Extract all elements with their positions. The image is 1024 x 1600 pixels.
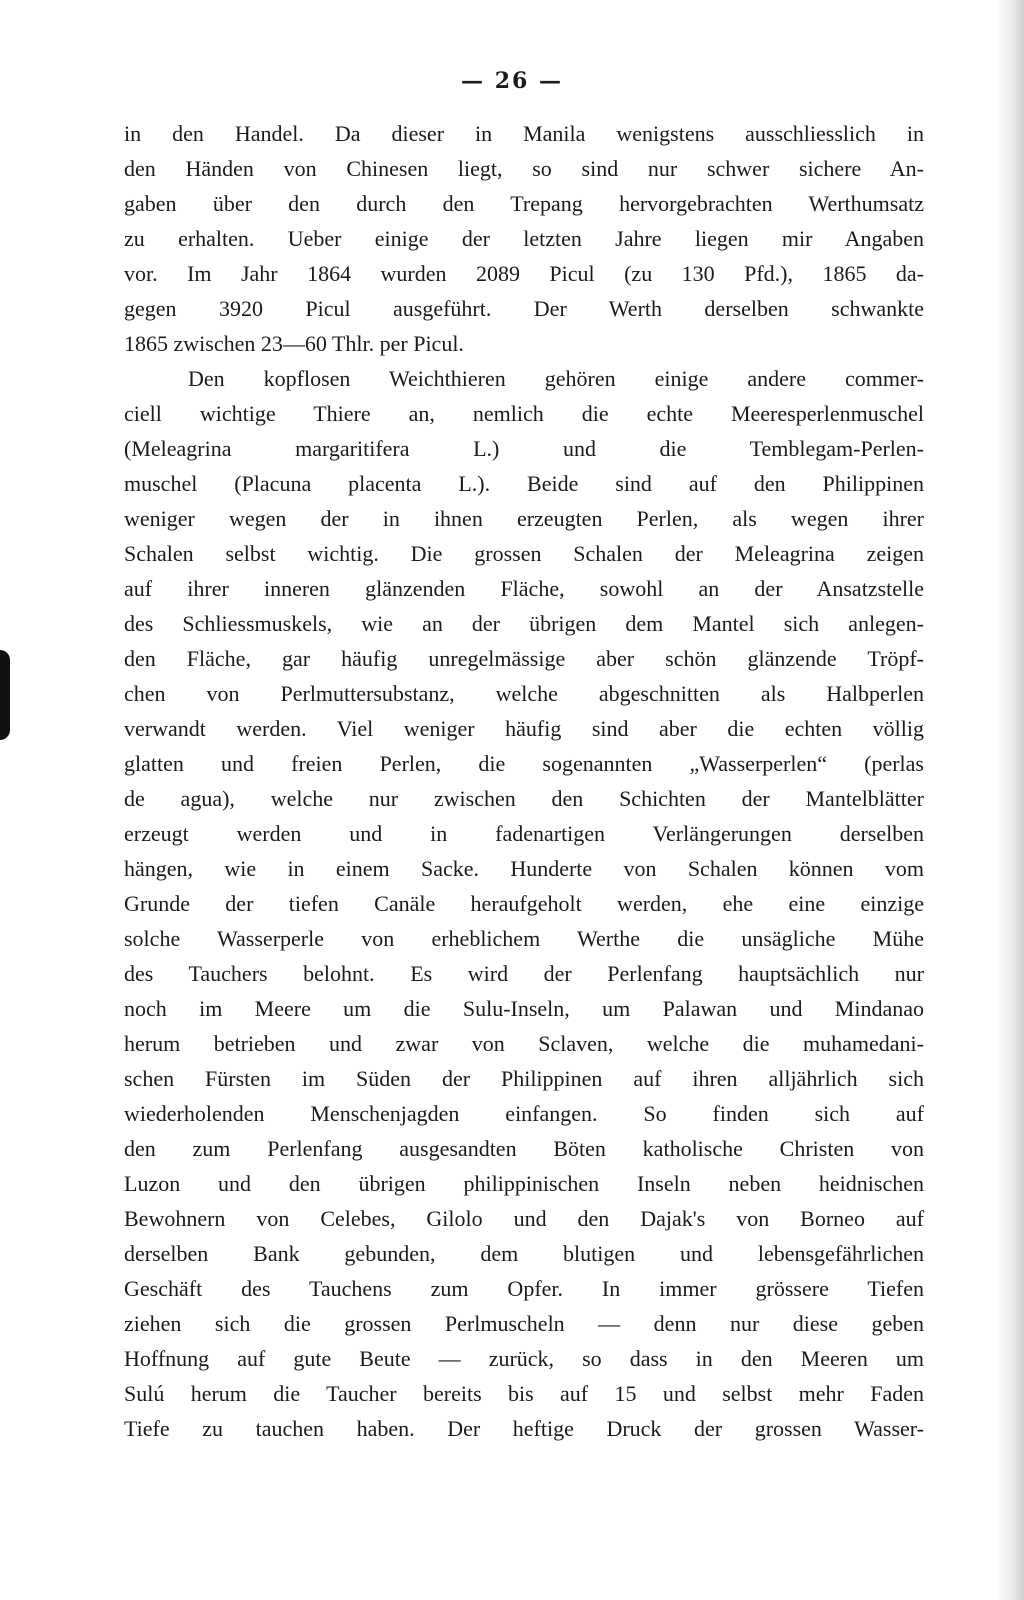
page-edge-shadow bbox=[996, 0, 1024, 1600]
text-line: zu erhalten. Ueber einige der letzten Jahre liegen mir Angaben bbox=[124, 226, 924, 251]
text-line: Luzon und den übrigen philippinischen Inseln neben heidnischen bbox=[124, 1171, 924, 1196]
text-line: weniger wegen der in ihnen erzeugten Perlen, als wegen ihrer bbox=[124, 506, 924, 531]
text-line: noch im Meere um die Sulu-Inseln, um Palawan und Mindanao bbox=[124, 996, 924, 1021]
text-line: gegen 3920 Picul ausgeführt. Der Werth derselben schwankte bbox=[124, 296, 924, 321]
text-line: Geschäft des Tauchens zum Opfer. In immer grössere Tiefen bbox=[124, 1276, 924, 1301]
text-line: herum betrieben und zwar von Sclaven, welche die muhamedani- bbox=[124, 1031, 924, 1056]
text-line: Schalen selbst wichtig. Die grossen Schalen der Meleagrina zeigen bbox=[124, 541, 924, 566]
paragraph-1 bbox=[124, 116, 924, 361]
text-line: solche Wasserperle von erheblichem Werthe die unsägliche Mühe bbox=[124, 926, 924, 951]
text-line: ziehen sich die grossen Perlmuscheln — denn nur diese geben bbox=[124, 1311, 924, 1336]
text-line: in den Handel. Da dieser in Manila wenigstens ausschliesslich in bbox=[124, 121, 924, 146]
text-line: verwandt werden. Viel weniger häufig sind aber die echten völlig bbox=[124, 716, 924, 741]
text-line: des Schliessmuskels, wie an der übrigen dem Mantel sich anlegen- bbox=[124, 611, 924, 636]
text-line: hängen, wie in einem Sacke. Hunderte von Schalen können vom bbox=[124, 856, 924, 881]
paragraph-2 bbox=[124, 361, 924, 1446]
page-number: — 26 — bbox=[461, 68, 563, 94]
binding-mark bbox=[0, 650, 10, 740]
body-text bbox=[124, 116, 924, 1446]
text-line: (Meleagrina margaritifera L.) und die Temblegam-Perlen- bbox=[124, 436, 924, 461]
text-line: derselben Bank gebunden, dem blutigen und lebensgefährlichen bbox=[124, 1241, 924, 1266]
text-line: Den kopflosen Weichthieren gehören einige andere commer- bbox=[188, 366, 924, 391]
text-line: schen Fürsten im Süden der Philippinen auf ihren alljährlich sich bbox=[124, 1066, 924, 1091]
text-line: chen von Perlmuttersubstanz, welche abgeschnitten als Halbperlen bbox=[124, 681, 924, 706]
text-line: glatten und freien Perlen, die sogenannten „Wasserperlen“ (perlas bbox=[124, 751, 924, 776]
text-line: auf ihrer inneren glänzenden Fläche, sowohl an der Ansatzstelle bbox=[124, 576, 924, 601]
text-line: den zum Perlenfang ausgesandten Böten katholische Christen von bbox=[124, 1136, 924, 1161]
text-line: Hoffnung auf gute Beute — zurück, so dass in den Meeren um bbox=[124, 1346, 924, 1371]
text-line: wiederholenden Menschenjagden einfangen. So finden sich auf bbox=[124, 1101, 924, 1126]
text-line: de agua), welche nur zwischen den Schichten der Mantelblätter bbox=[124, 786, 924, 811]
text-line: Bewohnern von Celebes, Gilolo und den Dajak's von Borneo auf bbox=[124, 1206, 924, 1231]
text-line: vor. Im Jahr 1864 wurden 2089 Picul (zu 130 Pfd.), 1865 da- bbox=[124, 261, 924, 286]
text-line: den Fläche, gar häufig unregelmässige aber schön glänzende Tröpf- bbox=[124, 646, 924, 671]
text-line: gaben über den durch den Trepang hervorgebrachten Werthumsatz bbox=[124, 191, 924, 216]
text-line: des Tauchers belohnt. Es wird der Perlenfang hauptsächlich nur bbox=[124, 961, 924, 986]
text-line: Grunde der tiefen Canäle heraufgeholt werden, ehe eine einzige bbox=[124, 891, 924, 916]
text-line: Sulú herum die Taucher bereits bis auf 15 und selbst mehr Faden bbox=[124, 1381, 924, 1406]
text-line: Tiefe zu tauchen haben. Der heftige Druck der grossen Wasser- bbox=[124, 1416, 924, 1441]
text-line: 1865 zwischen 23—60 Thlr. per Picul. bbox=[124, 331, 464, 356]
text-line: erzeugt werden und in fadenartigen Verlängerungen derselben bbox=[124, 821, 924, 846]
text-line: den Händen von Chinesen liegt, so sind nur schwer sichere An- bbox=[124, 156, 924, 181]
text-line: ciell wichtige Thiere an, nemlich die echte Meeresperlenmuschel bbox=[124, 401, 924, 426]
text-line: muschel (Placuna placenta L.). Beide sind auf den Philippinen bbox=[124, 471, 924, 496]
